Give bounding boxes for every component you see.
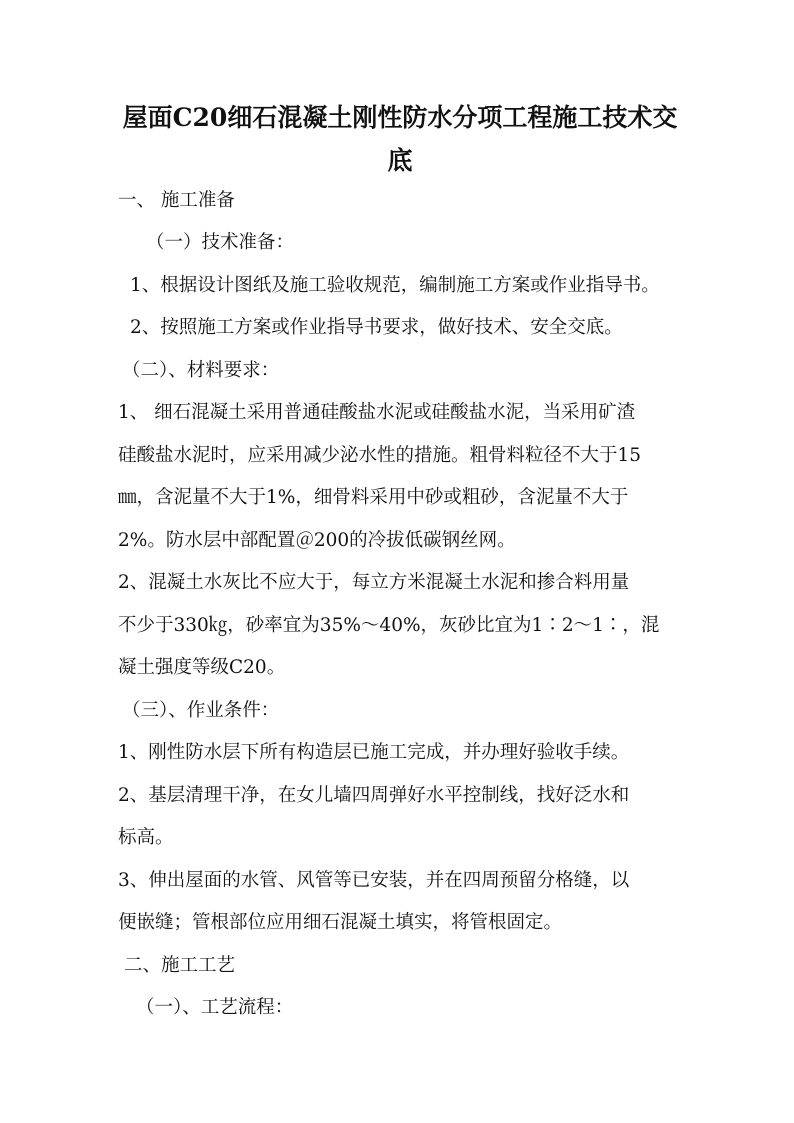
- paragraph-line: 便嵌缝；管根部位应用细石混凝土填实，将管根固定。: [118, 912, 563, 933]
- paragraph-line: 2%。防水层中部配置＠200的冷拔低碳钢丝网。: [118, 530, 516, 551]
- document-title-line-2: 底: [387, 146, 413, 175]
- section-heading-process: 二、施工工艺: [124, 955, 236, 976]
- paragraph-line: 硅酸盐水泥时，应采用减少泌水性的措施。粗骨料粒径不大于15: [118, 445, 642, 466]
- subsection-heading-conditions: （三）、作业条件：: [122, 700, 280, 721]
- paragraph-line: 3、伸出屋面的水管、风管等已安装，并在四周预留分格缝，以: [118, 870, 630, 891]
- paragraph-line: 1、 细石混凝土采用普通硅酸盐水泥或硅酸盐水泥，当采用矿渣: [118, 402, 636, 423]
- paragraph-line: 2、基层清理干净，在女儿墙四周弹好水平控制线，找好泛水和: [118, 785, 630, 806]
- subsection-heading-technical: （一）技术准备：: [146, 232, 295, 253]
- paragraph-line: 标高。: [118, 827, 174, 848]
- paragraph-line: 不少于330㎏，砂率宜为35%～40%，灰砂比宜为1∶2～1∶，混: [118, 615, 660, 636]
- paragraph-line: 凝土强度等级C20。: [118, 657, 286, 678]
- paragraph-line: 1、刚性防水层下所有构造层已施工完成，并办理好验收手续。: [118, 742, 630, 763]
- paragraph-line: ㎜，含泥量不大于1%，细骨料采用中砂或粗砂，含泥量不大于: [118, 487, 629, 508]
- paragraph-line: 2、按照施工方案或作业指导书要求，做好技术、安全交底。: [130, 317, 623, 338]
- document-title-line-1: 屋面C20细石混凝土刚性防水分项工程施工技术交: [122, 103, 678, 132]
- subsection-heading-flow: （一）、工艺流程：: [136, 997, 294, 1018]
- paragraph-line: 2、混凝土水灰比不应大于，每立方米混凝土水泥和掺合料用量: [118, 572, 630, 593]
- paragraph-line: 1、根据设计图纸及施工验收规范，编制施工方案或作业指导书。: [130, 275, 660, 296]
- subsection-heading-materials: （二）、材料要求：: [122, 360, 280, 381]
- section-heading-preparation: 一、 施工准备: [118, 190, 235, 211]
